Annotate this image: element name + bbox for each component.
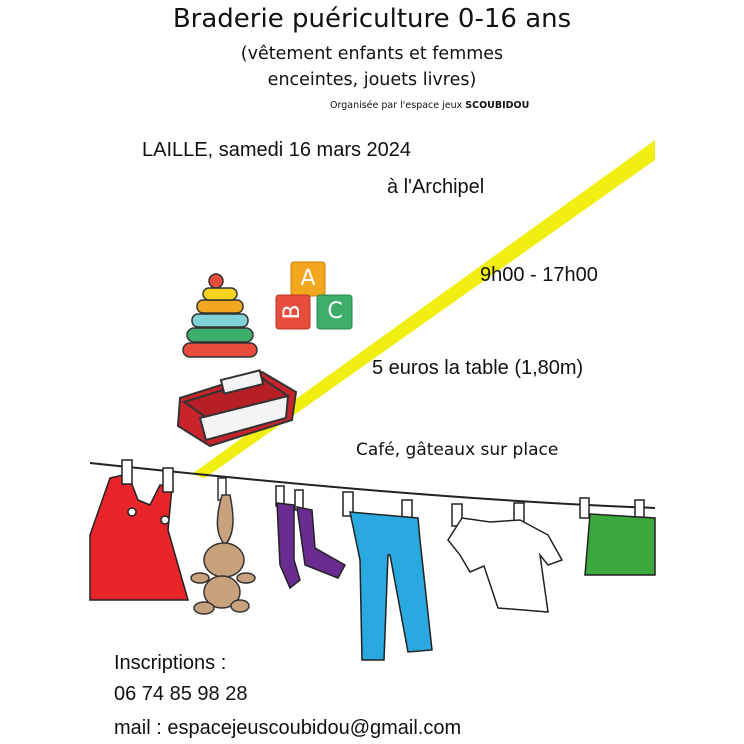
dress-icon bbox=[90, 460, 188, 600]
subtitle-line-2: enceintes, jouets livres) bbox=[267, 70, 477, 90]
block-letter-a: A bbox=[300, 266, 316, 291]
organizer-prefix: Organisée par l'espace jeux bbox=[330, 100, 466, 111]
organizer-line bbox=[330, 100, 529, 111]
block-letter-b: B bbox=[280, 304, 305, 320]
socks-icon bbox=[276, 486, 345, 588]
clothesline-icon bbox=[90, 463, 655, 508]
phone-number: 06 74 85 98 28 bbox=[114, 683, 248, 705]
block-letter-c: C bbox=[327, 299, 343, 324]
poster-title: Braderie puériculture 0-16 ans bbox=[172, 4, 572, 34]
inscriptions-label: Inscriptions : bbox=[114, 652, 227, 674]
jeans-icon bbox=[343, 492, 432, 660]
subtitle-line-1: (vêtement enfants et femmes bbox=[240, 44, 504, 64]
bunny-icon bbox=[191, 478, 255, 614]
organizer-name: SCOUBIDOU bbox=[465, 100, 530, 111]
opening-hours: 9h00 - 17h00 bbox=[480, 264, 598, 286]
stacking-rings-icon bbox=[183, 274, 257, 357]
place-date: LAILLE, samedi 16 mars 2024 bbox=[142, 139, 412, 161]
refreshments: Café, gâteaux sur place bbox=[356, 440, 559, 460]
tshirt-icon bbox=[448, 503, 562, 612]
skirt-icon bbox=[580, 498, 655, 575]
email-address: mail : espacejeuscoubidou@gmail.com bbox=[114, 717, 462, 739]
book-icon bbox=[178, 370, 296, 446]
venue: à l'Archipel bbox=[387, 176, 485, 198]
table-price: 5 euros la table (1,80m) bbox=[372, 357, 584, 379]
